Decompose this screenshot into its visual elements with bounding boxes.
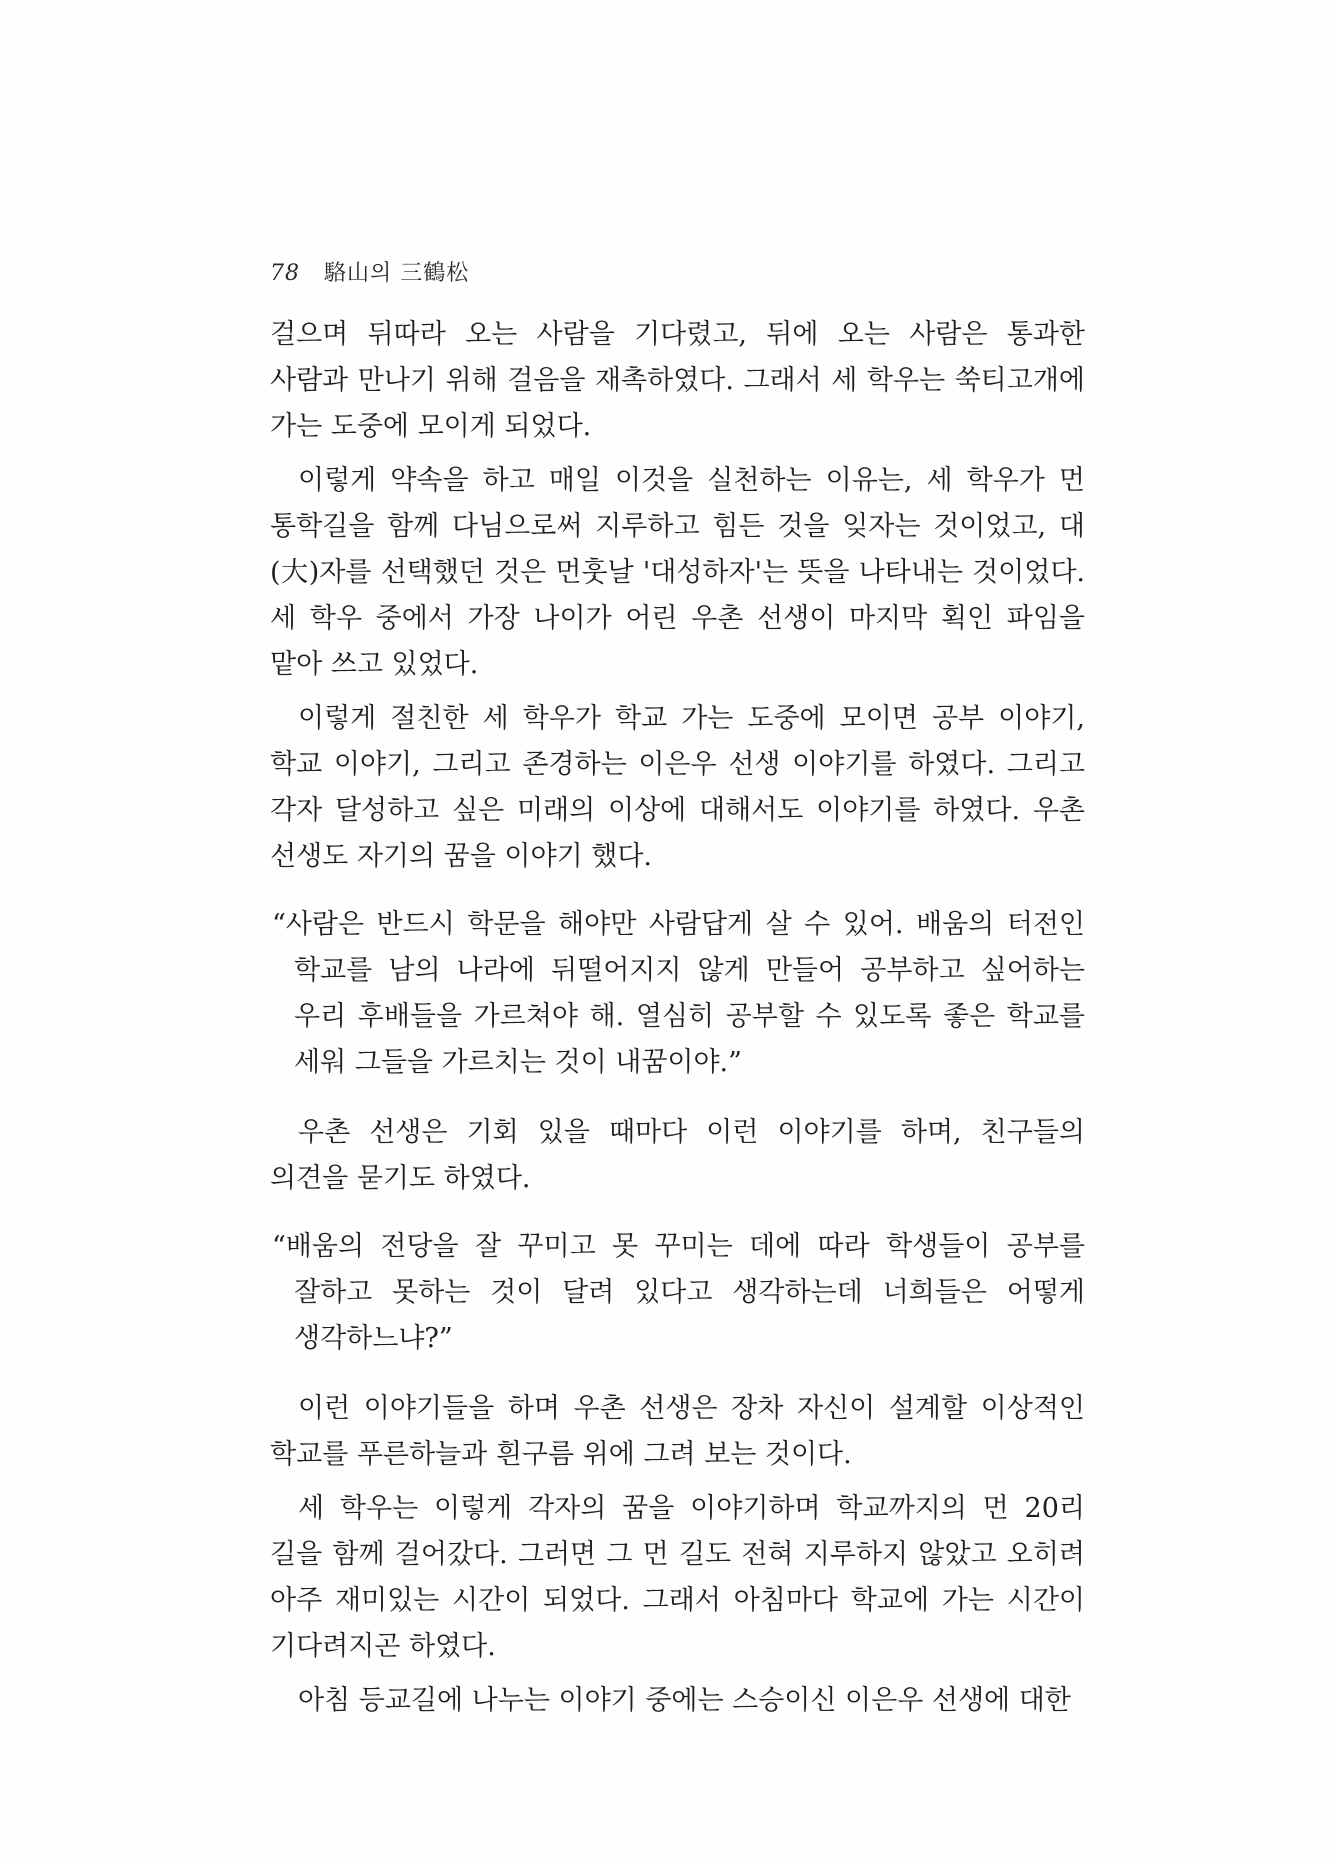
paragraph: 아침 등교길에 나누는 이야기 중에는 스승이신 이은우 선생에 대한 <box>298 1685 1071 1716</box>
paragraph: 이렇게 절친한 세 학우가 학교 가는 도중에 모이면 공부 이야기, 학교 이야기, 그리고 존경하는 이은우 선생 이야기를 하였다. 그리고 각자 달성하고 싶은 미래의 이상에 대해서도 이야기를 하였다. 우촌 선생도 자기의 꿈을 이야기 했다. <box>270 703 1085 872</box>
page-number: 78 <box>270 261 300 286</box>
quotation: “배움의 전당을 잘 꾸미고 못 꾸미는 데에 따라 학생들이 공부를 잘하고 못하는 것이 달려 있다고 생각하는데 너희들은 어떻게 생각하느냐?” <box>272 1231 1085 1354</box>
paragraph: 우촌 선생은 기회 있을 때마다 이런 이야기를 하며, 친구들의 의견을 묻기도 하였다. <box>270 1117 1085 1194</box>
page-header <box>270 256 469 287</box>
paragraph: 걸으며 뒤따라 오는 사람을 기다렸고, 뒤에 오는 사람은 통과한 사람과 만나기 위해 걸음을 재촉하였다. 그래서 세 학우는 쑥티고개에 가는 도중에 모이게 되었다. <box>270 319 1085 442</box>
paragraph: 세 학우는 이렇게 각자의 꿈을 이야기하며 학교까지의 먼 20리 길을 함께 걸어갔다. 그러면 그 먼 길도 전혀 지루하지 않았고 오히려 아주 재미있는 시간이 되었다. 그래서 아침마다 학교에 가는 시간이 기다려지곤 하였다. <box>270 1493 1085 1662</box>
page-body <box>270 312 1085 1732</box>
paragraph: 이런 이야기들을 하며 우촌 선생은 장차 자신이 설계할 이상적인 학교를 푸른하늘과 흰구름 위에 그려 보는 것이다. <box>270 1393 1085 1470</box>
paragraph: 이렇게 약속을 하고 매일 이것을 실천하는 이유는, 세 학우가 먼 통학길을 함께 다님으로써 지루하고 힘든 것을 잊자는 것이었고, 대(大)자를 선택했던 것은 먼훗날 '대성하자'는 뜻을 나타내는 것이었다. 세 학우 중에서 가장 나이가 어린 우촌 선생이 마지막 획인 파임을 맡아 쓰고 있었다. <box>270 465 1085 680</box>
quotation: “사람은 반드시 학문을 해야만 사람답게 살 수 있어. 배움의 터전인 학교를 남의 나라에 뒤떨어지지 않게 만들어 공부하고 싶어하는 우리 후배들을 가르쳐야 해. 열심히 공부할 수 있도록 좋은 학교를 세워 그들을 가르치는 것이 내꿈이야.” <box>272 909 1085 1078</box>
book-title: 駱山의 三鶴松 <box>324 261 470 286</box>
